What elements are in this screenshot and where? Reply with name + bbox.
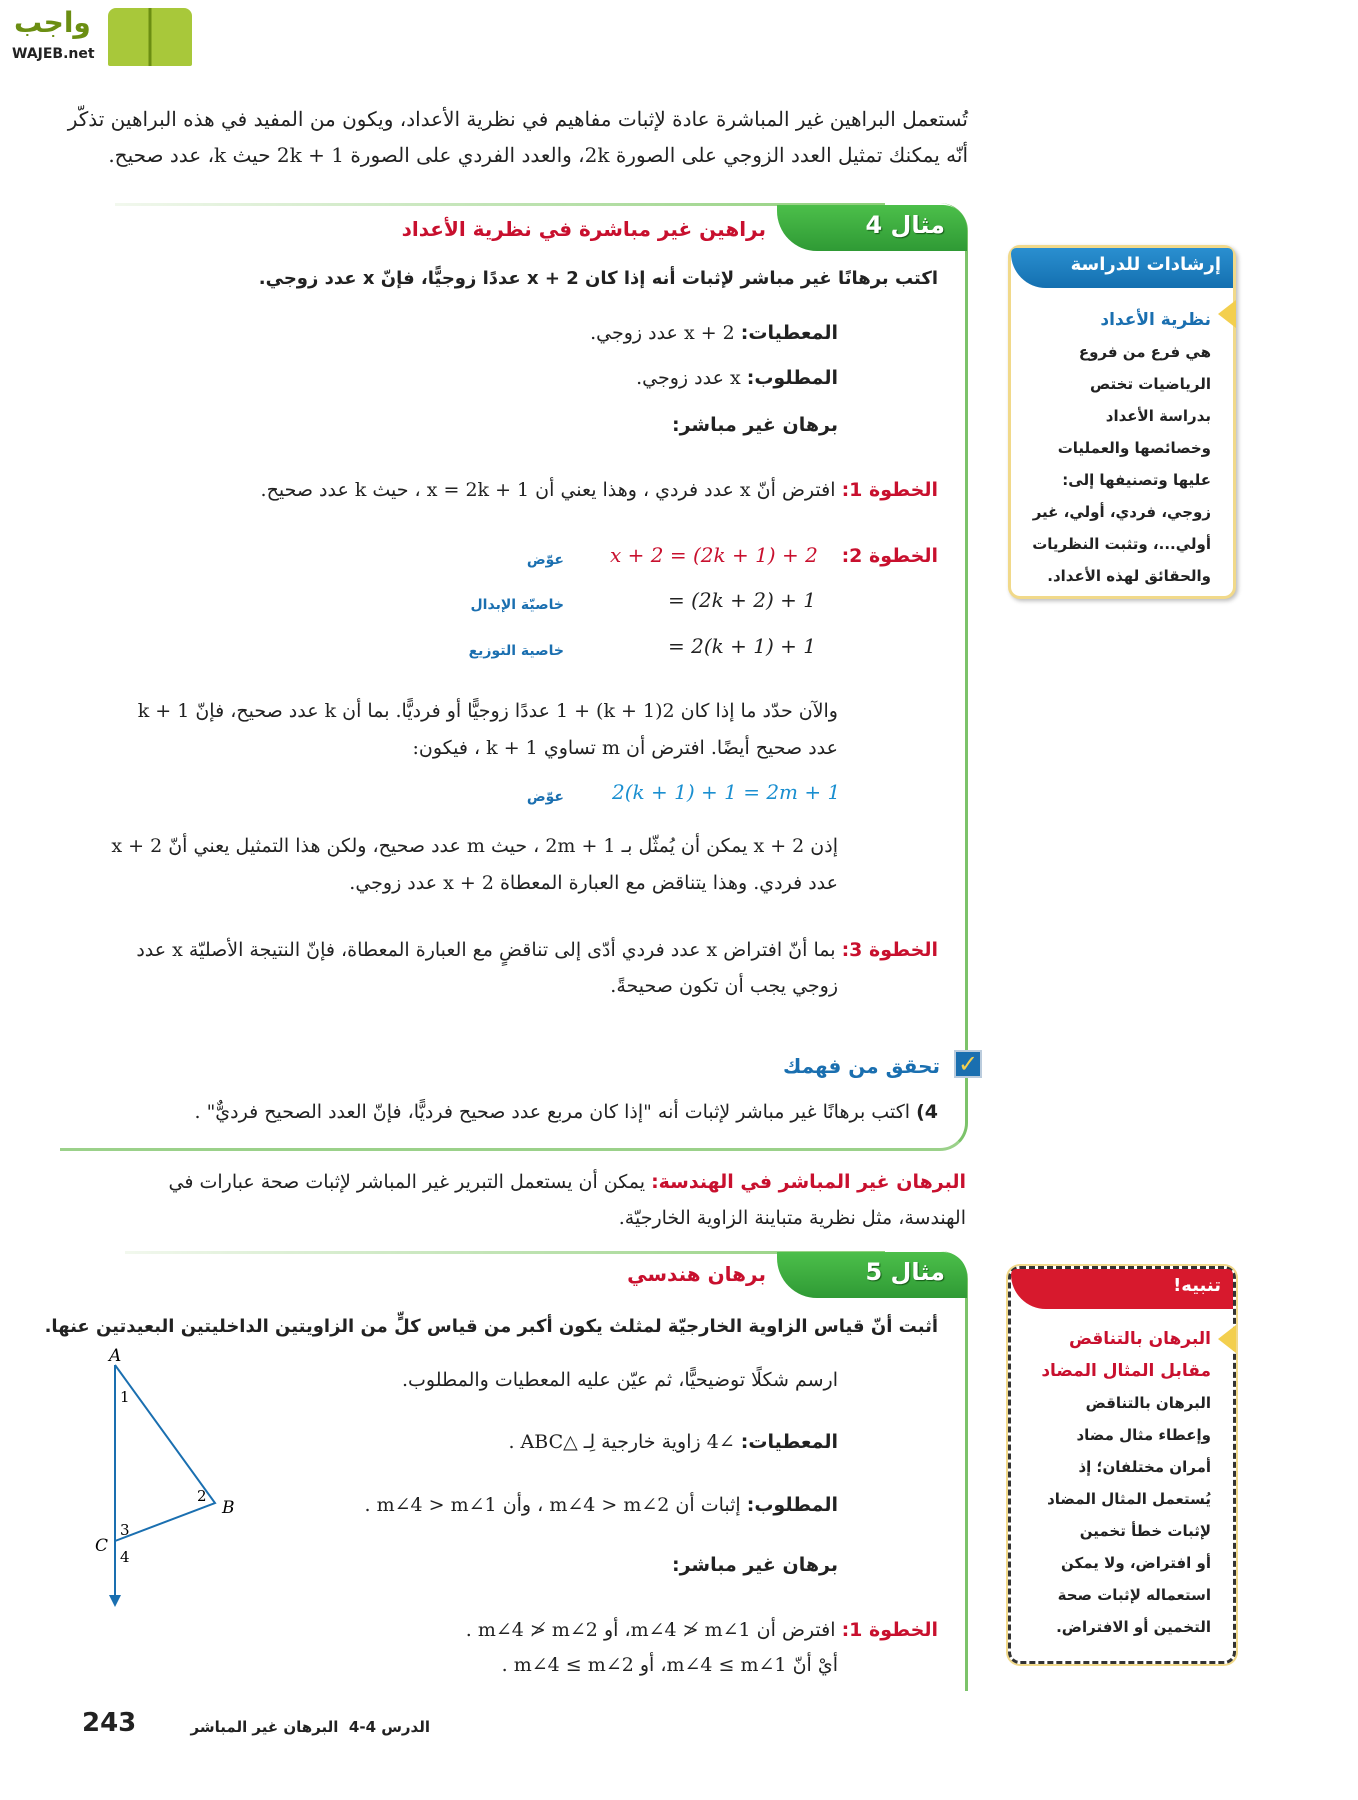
- warning-box: [1008, 1266, 1236, 1664]
- step-2-eq-3: = 2(k + 1) + 1: [668, 634, 816, 658]
- angle-1: 1: [120, 1388, 130, 1406]
- book-icon: [108, 8, 192, 66]
- substitution-eq: 2(k + 1) + 1 = 2m + 1: [612, 780, 841, 804]
- study-tip-line: بدراسة الأعداد: [1105, 407, 1211, 425]
- vertex-a: A: [109, 1346, 122, 1366]
- step-3-text: بما أنّ افتراض x عدد فردي أدّى إلى تناقضٍ مع العبارة المعطاة، فإنّ النتيجة الأصليّة x عدد: [136, 939, 836, 961]
- step-1-label: الخطوة 1:: [841, 479, 938, 501]
- warning-line: أمران مختلفان؛ إذ: [1078, 1458, 1211, 1476]
- angle-3: 3: [120, 1521, 130, 1539]
- indirect-proof-label: برهان غير مباشر:: [671, 1554, 838, 1576]
- checkmark-icon: ✓: [954, 1050, 982, 1078]
- paragraph-2-line-1: إذن x + 2 يمكن أن يُمثّل بـ 2m + 1 ، حيث m عدد صحيح، ولكن هذا التمثيل يعني أنّ x + 2: [111, 835, 838, 857]
- vertex-b: B: [222, 1498, 235, 1518]
- step-2-reason-2: خاصيّة الإبدال: [470, 597, 564, 613]
- study-tip-line: الرياضيات تختص: [1090, 375, 1211, 393]
- warning-title-2: مقابل المثال المضاد: [1041, 1361, 1211, 1381]
- exercise-number: 4): [916, 1101, 938, 1123]
- paragraph-1-line-2: عدد صحيح أيضًا. افترض أن m تساوي k + 1 ، فيكون:: [412, 737, 838, 759]
- step-3-line-2: زوجي يجب أن تكون صحيحةً.: [610, 975, 838, 997]
- paragraph-2-line-2: عدد فردي. وهذا يتناقض مع العبارة المعطاة x + 2 عدد زوجي.: [349, 872, 838, 894]
- warning-line: يُستعمل المثال المضاد: [1047, 1490, 1211, 1508]
- step-1-line-2: أيْ أنّ m∠4 ≤ m∠1، أو m∠4 ≤ m∠2 .: [501, 1654, 838, 1676]
- step-2-label: الخطوة 2:: [841, 545, 938, 567]
- geometry-line-1: يمكن أن يستعمل التبرير غير المباشر لإثبات صحة عبارات في: [168, 1171, 646, 1193]
- wajeb-logo: [8, 6, 193, 70]
- example-5-tab: مثال 5: [777, 1252, 967, 1298]
- warning-title-1: البرهان بالتناقض: [1068, 1329, 1211, 1349]
- study-tip-line: هي فرع من فروع: [1078, 343, 1211, 361]
- given-text: ∠4 زاوية خارجية لِـ △ABC .: [508, 1431, 735, 1453]
- vertex-c: C: [95, 1536, 109, 1556]
- given-text: x + 2 عدد زوجي.: [590, 322, 735, 344]
- study-tip-line: أولي...، وتثبت النظريات: [1032, 535, 1211, 553]
- required-text: x عدد زوجي.: [636, 367, 741, 389]
- step-2-reason-1: عوّض: [526, 552, 564, 568]
- given-label: المعطيات:: [740, 322, 838, 344]
- divider: [125, 1251, 885, 1254]
- geometry-line-2: الهندسة، مثل نظرية متباينة الزاوية الخارجيّة.: [618, 1207, 966, 1229]
- example-4-statement: اكتب برهانًا غير مباشر لإثبات أنه إذا كان x + 2 عددًا زوجيًّا، فإنّ x عدد زوجي.: [258, 268, 938, 289]
- study-tip-line: والحقائق لهذه الأعداد.: [1047, 567, 1211, 585]
- example-5-title: برهان هندسي: [627, 1262, 766, 1286]
- step-2-eq-1: x + 2 = (2k + 1) + 2: [610, 543, 818, 567]
- warning-line: وإعطاء مثال مضاد: [1076, 1426, 1211, 1444]
- arrowhead-icon: [109, 1595, 121, 1607]
- step-2-eq-2: = (2k + 2) + 1: [668, 588, 816, 612]
- logo-arabic: واجب: [14, 6, 91, 39]
- warning-line: التخمين أو الافتراض.: [1056, 1618, 1211, 1636]
- study-tip-header: إرشادات للدراسة: [1011, 248, 1233, 288]
- check-understanding-title: تحقق من فهمك: [783, 1054, 940, 1078]
- lesson-title: البرهان غير المباشر: [190, 1718, 339, 1736]
- step-1-text: افترض أنّ x عدد فردي ، وهذا يعني أن x = 2k + 1 ، حيث k عدد صحيح.: [260, 479, 836, 501]
- study-tip-box: [1008, 245, 1236, 599]
- warning-line: استعماله لإثبات صحة: [1057, 1586, 1211, 1604]
- triangle-abc: [115, 1365, 215, 1541]
- indirect-proof-label: برهان غير مباشر:: [671, 414, 838, 436]
- pointer-icon: [1218, 1325, 1236, 1353]
- pointer-icon: [1218, 300, 1236, 328]
- required-text: إثبات أن m∠4 > m∠2 ، وأن m∠4 > m∠1 .: [364, 1494, 741, 1516]
- required-label: المطلوب:: [746, 367, 838, 389]
- example-4-tab: مثال 4: [777, 205, 967, 251]
- angle-2: 2: [197, 1487, 207, 1505]
- logo-latin: WAJEB.net: [12, 46, 95, 62]
- warning-line: البرهان بالتناقض: [1085, 1394, 1211, 1412]
- draw-instruction: ارسم شكلًا توضيحيًّا، ثم عيّن عليه المعطيات والمطلوب.: [401, 1369, 838, 1391]
- angle-4: 4: [120, 1548, 130, 1566]
- study-tip-line: وخصائصها والعمليات: [1057, 439, 1211, 457]
- example-5-statement: أثبت أنّ قياس الزاوية الخارجيّة لمثلث يكون أكبر من قياس كلٍّ من الزاويتين الداخليتين البعيدتين عنها.: [44, 1316, 938, 1337]
- page-number: 243: [82, 1708, 137, 1738]
- study-tip-title: نظرية الأعداد: [1100, 310, 1211, 330]
- exercise-4-text[interactable]: اكتب برهانًا غير مباشر لإثبات أنه "إذا كان مربع عدد صحيح فرديًّا، فإنّ العدد الصحيح فرديٌّ" .: [194, 1101, 911, 1123]
- intro-line-2: أنّه يمكنك تمثيل العدد الزوجي على الصورة 2k، والعدد الفردي على الصورة 2k + 1 حيث k، عدد صحيح.: [108, 143, 968, 167]
- step-1-text: افترض أن m∠4 ≯ m∠1، أو m∠4 ≯ m∠2 .: [465, 1619, 836, 1641]
- study-tip-line: عليها وتصنيفها إلى:: [1062, 471, 1211, 489]
- study-tip-line: زوجي، فردي، أولي، غير: [1032, 503, 1211, 521]
- given-label: المعطيات:: [740, 1431, 838, 1453]
- lesson-number: الدرس 4-4: [348, 1718, 430, 1736]
- step-3-label: الخطوة 3:: [841, 939, 938, 961]
- step-1-label: الخطوة 1:: [841, 1619, 938, 1641]
- step-2-reason-3: خاصية التوزيع: [468, 643, 564, 659]
- warning-line: أو افتراض، ولا يمكن: [1061, 1554, 1211, 1572]
- warning-line: لإثبات خطأ تخمين: [1079, 1522, 1211, 1540]
- geometry-label: البرهان غير المباشر في الهندسة:: [651, 1171, 966, 1193]
- substitution-reason: عوّض: [526, 789, 564, 805]
- paragraph-1-line-1: والآن حدّد ما إذا كان 2(k + 1) + 1 عددًا زوجيًّا أو فرديًّا. بما أن k عدد صحيح، فإنّ k + 1: [137, 700, 838, 722]
- example-4-title: براهين غير مباشرة في نظرية الأعداد: [401, 217, 766, 241]
- warning-header: تنبيه!: [1011, 1269, 1233, 1309]
- required-label: المطلوب:: [746, 1494, 838, 1516]
- intro-line-1: تُستعمل البراهين غير المباشرة عادة لإثبات مفاهيم في نظرية الأعداد، ويكون من المفيد في هذه البراهين تذكّر: [67, 107, 968, 131]
- triangle-figure: [90, 1345, 250, 1615]
